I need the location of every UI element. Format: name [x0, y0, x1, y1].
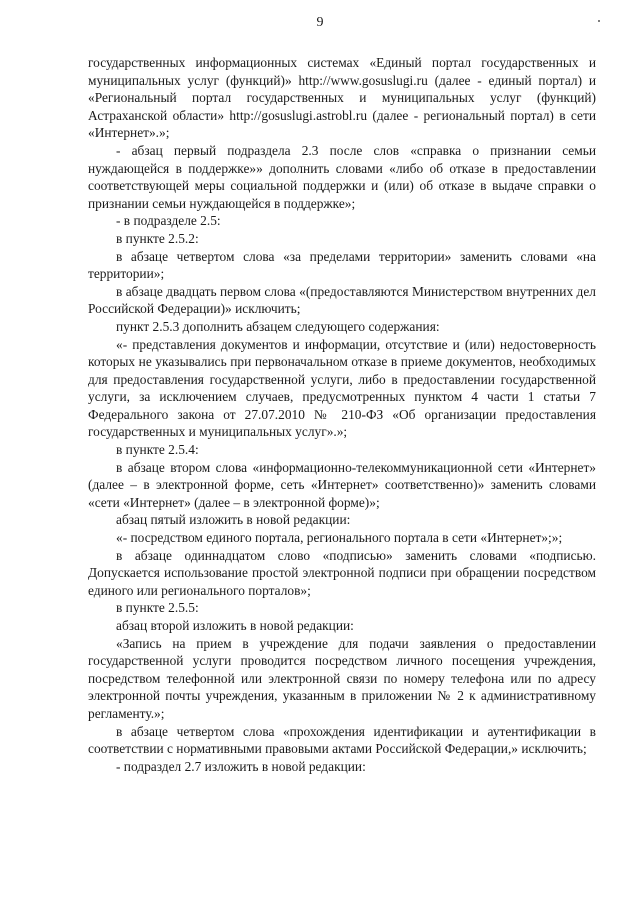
page-number: 9 — [316, 15, 324, 30]
paragraph: в абзаце двадцать первом слова «(предоставляются Министерством внутренних дел Российской Федерации)» исключить; — [88, 283, 596, 317]
paragraph: государственных информационных системах «Единый портал государственных и муниципальных услуг (функций)» http://www.gosuslugi.ru (далее - единый портал) и «Региональный портал государственных и муниципальных услуг (функций) Астраханской области» http://gosuslugi.astrobl.ru (далее - региональный портал) в сети «Интернет».»; — [88, 55, 596, 141]
paragraph: - абзац первый подраздела 2.3 после слов «справка о признании семьи нуждающейся в поддержке»» дополнить словами «либо об отказе в предоставлении соответствующей меры социальной поддержки и (или) об отказе в выдаче справки о признании семьи нуждающейся в поддержке»; — [88, 142, 596, 211]
paragraph: - в подразделе 2.5: — [116, 213, 221, 229]
paragraph: «- представления документов и информации, отсутствие и (или) недостоверность которых не указывались при первоначальном отказе в приеме документов, необходимых для предоставления государственной услуги, либо в предоставлении государственной услуги, за исключением случаев, предусмотренных пунктом 4 части 1 статьи 7 Федерального закона от 27.07.2010 № 210-ФЗ «Об организации предоставления государственных и муниципальных услуг».»; — [88, 336, 596, 440]
paragraph: «Запись на прием в учреждение для подачи заявления о предоставлении государственной услуги проводится посредством личного посещения учреждения, посредством телефонной или электронной связи по номеру телефона или по адресу электронной почты учреждения, указанным в приложении № 2 к административному регламенту.»; — [88, 635, 596, 721]
paragraph: в абзаце четвертом слова «за пределами территории» заменить словами «на территории»; — [88, 248, 596, 282]
paragraph: абзац пятый изложить в новой редакции: — [116, 512, 351, 528]
document-body — [88, 54, 596, 775]
paragraph: в пункте 2.5.2: — [116, 230, 199, 246]
paragraph: в пункте 2.5.5: — [116, 600, 199, 616]
paragraph: в пункте 2.5.4: — [116, 442, 199, 458]
paragraph: абзац второй изложить в новой редакции: — [116, 618, 354, 633]
paragraph: пункт 2.5.3 дополнить абзацем следующего содержания: — [116, 318, 440, 334]
paragraph: - подраздел 2.7 изложить в новой редакции: — [116, 758, 366, 774]
paragraph: в абзаце четвертом слова «прохождения идентификации и аутентификации в соответствии с нормативными правовыми актами Российской Федерации,» исключить; — [88, 723, 596, 757]
paragraph: в абзаце одиннадцатом слово «подписью» заменить словами «подписью. Допускается использование простой электронной подписи при обращении посредством единого или регионального порталов»; — [88, 547, 596, 598]
paragraph: в абзаце втором слова «информационно-телекоммуникационной сети «Интернет» (далее – в электронной форме, сеть «Интернет» соответственно)» заменить словами «сети «Интернет» (далее – в электронной форме)»; — [88, 459, 596, 510]
paragraph: «- посредством единого портала, регионального портала в сети «Интернет»;»; — [116, 530, 563, 546]
scan-speck — [598, 20, 600, 22]
